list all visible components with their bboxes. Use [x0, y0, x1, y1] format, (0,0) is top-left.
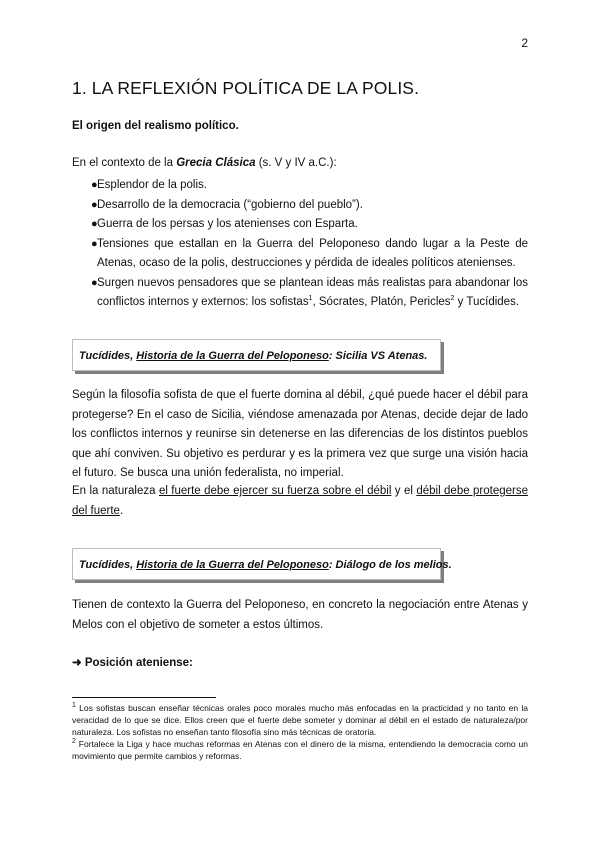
- list-item: [72, 235, 528, 274]
- footnote-ref-1[interactable]: 1: [308, 295, 313, 303]
- list-item: [72, 274, 528, 313]
- footnote-text: Los sofistas buscan enseñar técnicas orales poco morales mucho más enfocadas en la practicidad y no tanto en la veracidad de lo que se dice. Ellos creen que el fuerte debe someter y dominar al débil en el estado de naturaleza/por naturaleza. Los sofistas no enseñan tanto filosofía sino más técnicas de oratoria.: [72, 703, 528, 737]
- position-heading: ➜ Posición ateniense:: [72, 657, 193, 669]
- section-subtitle: El origen del realismo político.: [72, 120, 239, 132]
- box-work-title: Historia de la Guerra del Peloponeso: [136, 559, 329, 571]
- footnote-separator: [72, 697, 216, 698]
- list-item-text: Esplendor de la polis.: [97, 179, 207, 191]
- paragraph-melios-context: Tienen de contexto la Guerra del Peloponeso, en concreto la negociación entre Atenas y Melos con el objetivo de someter a estos últimos.: [72, 599, 528, 631]
- bullet5-end: y Tucídides.: [454, 296, 520, 308]
- paragraph-naturaleza: [72, 482, 528, 521]
- footnotes: [72, 702, 528, 762]
- underlined-phrase-debil: débil debe protegerse del fuerte: [72, 485, 528, 517]
- bullet5-text: Surgen nuevos pensadores que se plantean ideas más realistas para abandonar los conflictos internos y externos: los sofistas: [97, 276, 528, 308]
- source-box-melios: [72, 548, 452, 580]
- footnote-2: [72, 738, 528, 762]
- footnote-ref-2[interactable]: 2: [450, 295, 455, 303]
- footnote-mark: 1: [72, 702, 76, 710]
- box-topic: : Diálogo de los melios.: [328, 559, 452, 571]
- list-item: [72, 215, 528, 235]
- para2-before: En la naturaleza: [72, 485, 159, 497]
- footnote-mark: 2: [72, 738, 76, 746]
- para2-end: .: [119, 504, 124, 517]
- paragraph-sicilia: Según la filosofía sofista de que el fuerte domina al débil, ¿qué puede hacer el débil para protegerse? En el caso de Sicilia, viéndose amenazada por Atenas, decide dejar de lado los conflictos internos y reunirse sin detenerse en las diferencias de los distintos pueblos que ahí conviven. Su objetivo es perdurar y es la primera vez que surge una visión hacia el futuro. Se busca una unión federalista, no imperial.: [72, 389, 528, 479]
- list-item-text: Tensiones que estallan en la Guerra del Peloponeso dando lugar a la Peste de Atenas, ocaso de la polis, destrucciones y pérdida de ideales políticos atenienses.: [97, 237, 528, 269]
- bullet-icon: ●: [91, 276, 98, 289]
- underlined-phrase-fuerte: el fuerte debe ejercer su fuerza sobre el débil: [158, 485, 392, 497]
- list-item-text: [97, 274, 528, 313]
- list-item: [72, 196, 528, 216]
- footnote-1: [72, 702, 528, 738]
- source-box-sicilia: [72, 339, 441, 371]
- box-topic: : Sicilia VS Atenas.: [328, 350, 428, 362]
- bullet-icon: ●: [91, 218, 98, 230]
- para2-mid: y el: [391, 485, 417, 497]
- context-bullet-list: [72, 176, 528, 313]
- page-title: 1. LA REFLEXIÓN POLÍTICA DE LA POLIS.: [72, 78, 420, 98]
- bullet-icon: ●: [91, 179, 98, 191]
- list-item-text: Guerra de los persas y los atenienses con Esparta.: [97, 218, 358, 230]
- intro-emphasis: Grecia Clásica: [176, 157, 256, 169]
- box-work-title: Historia de la Guerra del Peloponeso: [136, 350, 329, 362]
- footnote-text: Fortalece la Liga y hace muchas reformas en Atenas con el dinero de la misma, entendiendo la democracia como un movimiento que permite cambios y reformas.: [72, 739, 528, 761]
- list-item-text: Desarrollo de la democracia (“gobierno del pueblo”).: [97, 198, 363, 211]
- bullet5-mid: , Sócrates, Platón, Pericles: [312, 296, 451, 308]
- box-author: Tucídides,: [79, 559, 137, 571]
- page-number: 2: [521, 36, 528, 50]
- list-item: [72, 176, 528, 196]
- intro-after: (s. V y IV a.C.):: [255, 157, 337, 169]
- box-author: Tucídides,: [79, 350, 137, 362]
- bullet-icon: ●: [91, 198, 98, 211]
- bullet-icon: ●: [91, 237, 98, 250]
- intro-line: [72, 157, 337, 169]
- intro-before: En el contexto de la: [72, 157, 177, 169]
